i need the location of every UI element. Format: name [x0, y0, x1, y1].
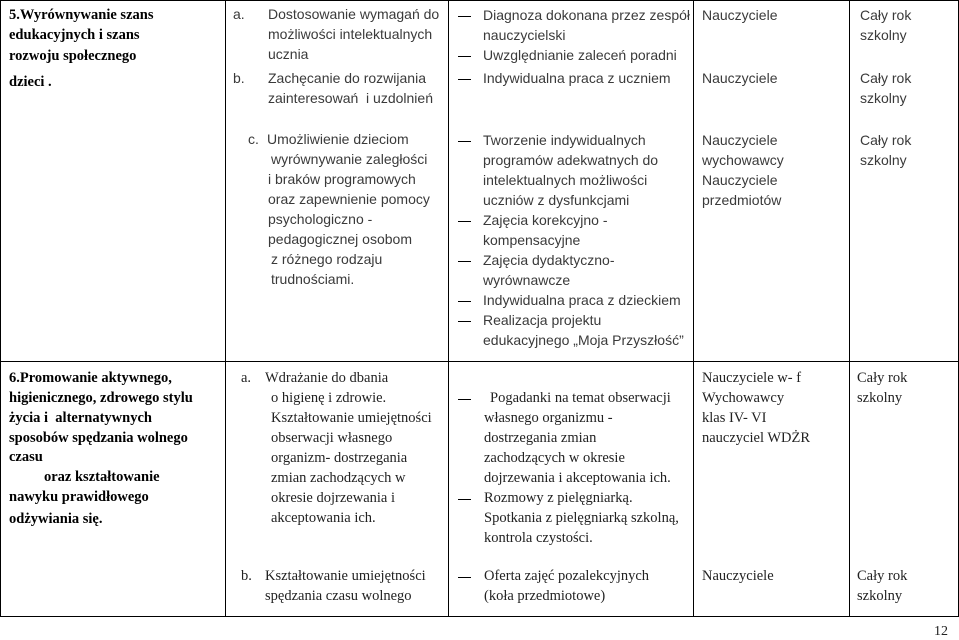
page-number: 12: [934, 624, 948, 639]
method-line: kontrola czystości.: [484, 530, 593, 546]
task-text-line: z różnego rodzaju: [271, 251, 383, 267]
responsible-line: Nauczyciele: [702, 132, 778, 148]
method-line: nauczycielski: [483, 27, 566, 43]
list-dash: [458, 499, 471, 500]
method-line: zachodzących w okresie: [484, 450, 625, 466]
task-text-line: oraz zapewnienie pomocy: [268, 191, 430, 207]
timeframe-line: Cały rok: [857, 568, 908, 584]
list-dash: [458, 79, 471, 80]
method-line: wyrównawcze: [483, 272, 571, 288]
timeframe-line: szkolny: [860, 90, 907, 106]
responsible-line: Wychowawcy: [702, 390, 785, 406]
section-title-line: nawyku prawidłowego: [9, 489, 149, 505]
method-line: intelektualnych możliwości: [483, 172, 648, 188]
task-marker: b.: [233, 70, 245, 86]
task-marker: a.: [233, 6, 245, 22]
task-text-line: psychologiczno -: [268, 211, 373, 227]
method-line: Indywidualna praca z dzieckiem: [483, 292, 681, 308]
section-title-line: dzieci .: [9, 74, 52, 90]
task-marker: c.: [248, 131, 259, 147]
task-text-line: Kształtowanie umiejętności: [265, 568, 426, 584]
method-line: dostrzegania zmian: [484, 430, 597, 446]
method-line: kompensacyjne: [483, 232, 581, 248]
method-line: Uwzględnianie zaleceń poradni: [483, 47, 677, 63]
column-divider: [693, 0, 694, 617]
task-text-line: Dostosowanie wymagań do: [268, 6, 440, 22]
list-dash: [458, 221, 471, 222]
section-title-line: higienicznego, zdrowego stylu: [9, 390, 193, 406]
task-text-line: Wdrażanie do dbania: [265, 370, 389, 386]
column-divider: [849, 0, 850, 617]
responsible-line: klas IV- VI: [702, 410, 767, 426]
method-line: edukacyjnego „Moja Przyszłość”: [483, 332, 684, 348]
method-line: Spotkania z pielęgniarką szkolną,: [484, 510, 679, 526]
column-divider: [225, 0, 226, 617]
timeframe-line: szkolny: [860, 27, 907, 43]
column-divider: [0, 0, 1, 617]
list-dash: [458, 261, 471, 262]
list-dash: [458, 301, 471, 302]
row-divider: [0, 361, 959, 362]
method-line: Zajęcia dydaktyczno-: [483, 252, 615, 268]
table-bottom-border: [0, 616, 959, 617]
responsible-line: nauczyciel WDŻR: [702, 430, 811, 446]
responsible-line: Nauczyciele: [702, 70, 778, 86]
method-line: dojrzewania i akceptowania ich.: [484, 470, 671, 486]
task-text-line: okresie dojrzewania i: [271, 490, 396, 506]
task-text-line: możliwości intelektualnych: [268, 26, 433, 42]
section-title-line: 5.Wyrównywanie szans: [9, 7, 154, 23]
task-text-line: akceptowania ich.: [271, 510, 376, 526]
section-title-line: odżywiania się.: [9, 511, 103, 527]
section-title-line: edukacyjnych i szans: [9, 27, 140, 43]
task-marker: b.: [241, 568, 252, 584]
responsible-line: Nauczyciele: [702, 172, 778, 188]
table-top-border: [0, 0, 959, 1]
list-dash: [458, 56, 471, 57]
task-text-line: o higienę i zdrowie.: [271, 390, 387, 406]
method-line: (koła przedmiotowe): [484, 588, 606, 604]
task-text-line: organizm- dostrzegania: [271, 450, 408, 466]
method-line: uczniów z dysfunkcjami: [483, 192, 630, 208]
section-title-line: oraz kształtowanie: [44, 469, 160, 485]
task-text-line: Umożliwienie dzieciom: [267, 131, 409, 147]
task-marker: a.: [241, 370, 252, 386]
method-line: Zajęcia korekcyjno -: [483, 212, 608, 228]
task-text-line: pedagogicznej osobom: [268, 231, 412, 247]
method-line: Pogadanki na temat obserwacji: [490, 390, 671, 406]
task-text-line: spędzania czasu wolnego: [265, 588, 412, 604]
timeframe-line: Cały rok: [860, 7, 912, 23]
section-title-line: rozwoju społecznego: [9, 48, 137, 64]
task-text-line: Zachęcanie do rozwijania: [268, 70, 426, 86]
timeframe-line: Cały rok: [860, 132, 912, 148]
list-dash: [458, 321, 471, 322]
method-line: Indywidualna praca z uczniem: [483, 70, 671, 86]
column-divider: [448, 0, 449, 617]
timeframe-line: szkolny: [860, 152, 907, 168]
list-dash: [458, 141, 471, 142]
section-title-line: czasu: [9, 449, 43, 465]
responsible-line: przedmiotów: [702, 192, 782, 208]
task-text-line: i braków programowych: [268, 171, 416, 187]
timeframe-line: szkolny: [857, 390, 903, 406]
section-title-line: 6.Promowanie aktywnego,: [9, 370, 172, 386]
method-line: Oferta zajęć pozalekcyjnych: [484, 568, 650, 584]
responsible-line: Nauczyciele: [702, 568, 774, 584]
method-line: Tworzenie indywidualnych: [483, 132, 646, 148]
method-line: Diagnoza dokonana przez zespół: [483, 7, 691, 23]
list-dash: [458, 577, 471, 578]
task-text-line: zainteresowań i uzdolnień: [268, 90, 433, 106]
section-title-line: sposobów spędzania wolnego: [9, 430, 188, 446]
list-dash: [458, 399, 471, 400]
task-text-line: wyrównywanie zaległości: [271, 151, 428, 167]
task-text-line: Kształtowanie umiejętności: [271, 410, 432, 426]
section-title-line: życia i alternatywnych: [9, 410, 152, 426]
list-dash: [458, 16, 471, 17]
task-text-line: zmian zachodzących w: [271, 470, 406, 486]
timeframe-line: szkolny: [857, 588, 903, 604]
responsible-line: Nauczyciele: [702, 7, 778, 23]
task-text-line: ucznia: [268, 46, 309, 62]
method-line: programów adekwatnych do: [483, 152, 659, 168]
responsible-line: wychowawcy: [702, 152, 784, 168]
method-line: Realizacja projektu: [483, 312, 602, 328]
method-line: Rozmowy z pielęgniarką.: [484, 490, 633, 506]
task-text-line: obserwacji własnego: [271, 430, 393, 446]
method-line: własnego organizmu -: [484, 410, 613, 426]
task-text-line: trudnościami.: [271, 271, 355, 287]
timeframe-line: Cały rok: [860, 70, 912, 86]
timeframe-line: Cały rok: [857, 370, 908, 386]
responsible-line: Nauczyciele w- f: [702, 370, 802, 386]
